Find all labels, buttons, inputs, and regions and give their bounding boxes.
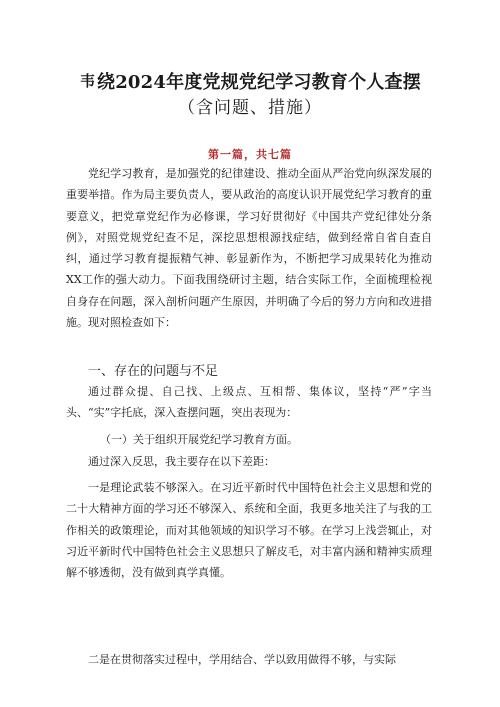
title-mark: 韦 bbox=[80, 72, 95, 90]
intro-paragraph: 党纪学习教育，是加强党的纪律建设、推动全面从严治党向纵深发展的重要举措。作为局主要负责人，要从政治的高度认识开展党纪学习教育的重要意义，把党章党纪作为必修课，学习好贯彻好《中国共产党纪律处分条例》，对照党规党纪查不足，深挖思想根源找症结，做到经常自省自查自纠，通过学习教育提振精气神、彰显新作为，不断把学习成果转化为推动XX工作的强大动力。下面我围绕研讨主题，结合实际工作，全面梳理检视自身存在问题，深入剖析问题产生原因，并明确了今后的努力方向和改进措施。现对照检查如下： bbox=[66, 167, 432, 330]
paragraph-point-two: 二是在贯彻落实过程中，学用结合、学以致用做得不够，与实际 bbox=[88, 653, 396, 666]
document-title: 绕2024年度党规党纪学习教育个人查摆 bbox=[97, 72, 421, 93]
document-subtitle: （含问题、措施） bbox=[178, 98, 322, 118]
subheading-party-discipline: （一）关于组织开展党纪学习教育方面。 bbox=[100, 433, 298, 446]
paragraph-method: 通过群众提、自己找、上级点、互相帮、集体议，坚持“严”字当头、“实”字托底，深入查摆问题，突出表现为： bbox=[66, 385, 432, 420]
paragraph-reflection: 通过深入反思，我主要存在以下差距： bbox=[88, 455, 275, 468]
paragraph-point-one: 一是理论武装不够深入。在习近平新时代中国特色社会主义思想和党的二十大精神方面的学习还不够深入、系统和全面，我更多地关注了与我的工作相关的政策理论，而对其他领域的知识学习不够。在学习上浅尝辄止，对习近平新时代中国特色社会主义思想只了解皮毛，对丰富内涵和精神实质理解不够透彻，没有做到真学真懂。 bbox=[66, 481, 432, 580]
section-heading: 第一篇，共七篇 bbox=[208, 148, 292, 161]
heading-problems: 一、存在的问题与不足 bbox=[88, 364, 219, 379]
